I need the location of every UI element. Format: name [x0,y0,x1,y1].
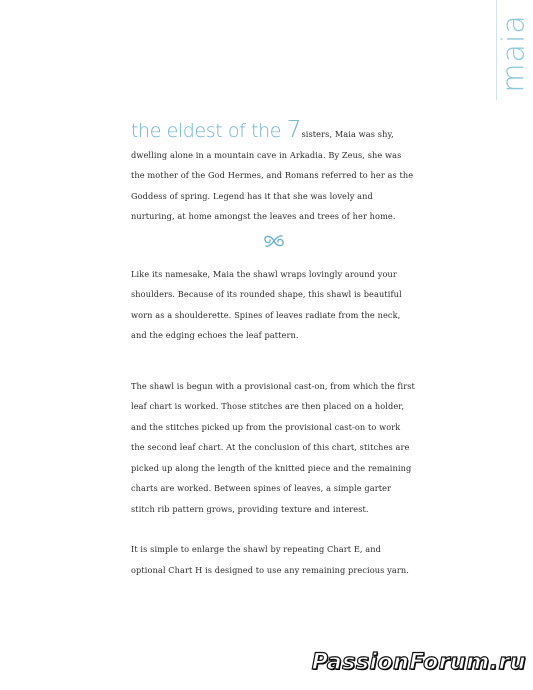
intro-lead: the eldest of the [131,120,287,142]
watermark [276,643,526,681]
body-paragraph: The shawl is begun with a provisional cast-on, from which the first leaf chart is worked. Those stitches are then placed on a holder, and the stitches picked up from the provisional cast-on to work the second leaf chart. At the conclusion of this chart, stitches are picked up along the length of the knitted piece and the remaining charts are worked. Between spines of leaves, a simple garter stitch rib pattern grows, providing texture and interest. [131,380,415,514]
intro-paragraph [131,117,416,227]
side-title-text: maia [496,13,532,93]
body-paragraph: It is simple to enlarge the shawl by repeating Chart E, and optional Chart H is designed to use any remaining precious yarn. [131,544,409,575]
article-body [131,117,416,580]
intro-rest: sisters, Maia was shy, dwelling alone in a mountain cave in Arkadia. By Zeus, she was the mother of the God Hermes, and Romans referred to her as the Goddess of spring. Legend has it that she was lovely and nurturing, at home amongst the leaves and trees of her home. [131,129,414,221]
flourish-ornament-icon [131,232,416,258]
body-paragraph: Like its namesake, Maia the shawl wraps lovingly around your shoulders. Because of its rounded shape, this shawl is beautiful worn as a shoulderette. Spines of leaves radiate from the neck, and the edging echoes the leaf pattern. [131,268,402,340]
side-title [498,10,530,96]
intro-lead-number: 7 [286,117,302,143]
watermark-text: PassionForum.ru [311,649,526,675]
